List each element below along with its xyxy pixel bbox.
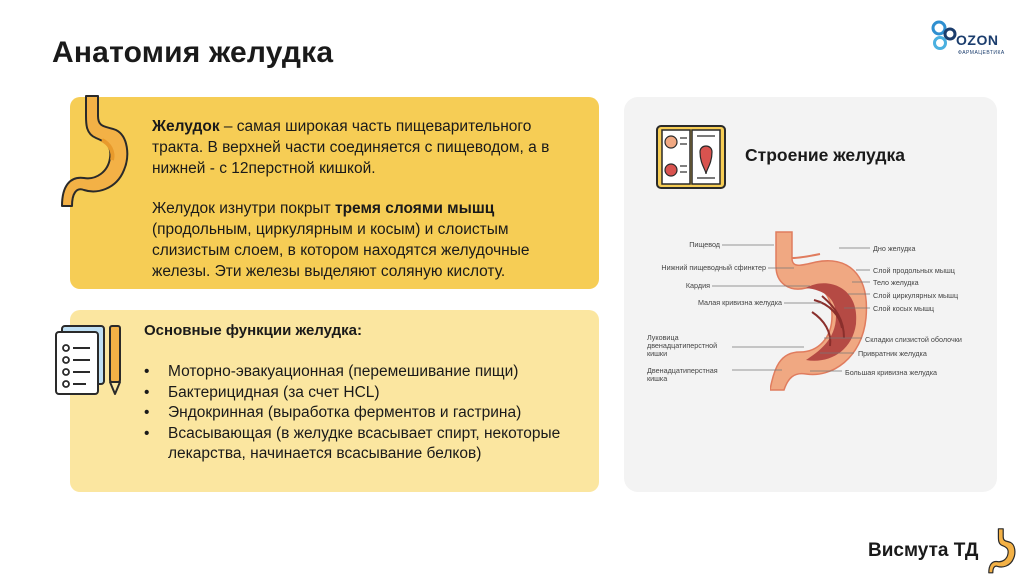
label-oblique-layer: Слой косых мышц bbox=[873, 304, 935, 313]
functions-list bbox=[144, 362, 584, 465]
anatomy-book-icon bbox=[655, 122, 727, 192]
label-cardia: Кардия bbox=[685, 281, 710, 290]
label-lower-sphincter: Нижний пищеводный сфинктер bbox=[661, 263, 766, 272]
logo-text: OZON bbox=[956, 32, 999, 48]
label-fundus: Дно желудка bbox=[873, 244, 916, 253]
checklist-icon bbox=[52, 320, 132, 400]
label-longitudinal-layer: Слой продольных мышц bbox=[873, 266, 955, 275]
brand-stomach-icon bbox=[984, 528, 1020, 576]
brand-name: Висмута ТД bbox=[868, 540, 979, 561]
functions-title: Основные функции желудка: bbox=[144, 322, 362, 339]
label-stomach-body: Тело желудка bbox=[873, 278, 919, 287]
structure-title: Строение желудка bbox=[745, 145, 905, 165]
label-mucosal-folds: Складки слизистой оболочки bbox=[865, 335, 962, 344]
label-circular-layer: Слой циркулярных мышц bbox=[873, 291, 959, 300]
page-title: Анатомия желудка bbox=[52, 36, 334, 69]
list-item: • Эндокринная (выработка ферментов и гастрина) bbox=[144, 403, 584, 424]
label-duodenum: Двенадцатиперстная кишка bbox=[647, 366, 718, 383]
label-greater-curvature: Большая кривизна желудка bbox=[845, 368, 938, 377]
label-pylorus: Привратник желудка bbox=[858, 349, 927, 358]
label-lesser-curvature: Малая кривизна желудка bbox=[697, 298, 782, 307]
list-item: • Бактерицидная (за счет HCL) bbox=[144, 383, 584, 404]
label-duodenal-bulb: Луковица двенадцатиперстной кишки bbox=[647, 333, 718, 358]
label-leader-lines bbox=[624, 230, 997, 410]
label-esophagus: Пищевод bbox=[689, 240, 720, 249]
stomach-icon bbox=[60, 94, 130, 214]
list-item: • Моторно-эвакуационная (перемешивание пищи) bbox=[144, 362, 584, 383]
list-item: • Всасывающая (в желудке всасывает спирт, некоторые лекарства, начинается всасывание белков) bbox=[144, 424, 584, 465]
intro-paragraph-2: Желудок изнутри покрыт тремя слоями мышц (продольным, циркулярным и косым) и слоистым слизистым слоем, в котором находятся желудочные железы. Эти железы выделяют соляную кислоту. bbox=[152, 200, 530, 280]
intro-paragraph-1: Желудок – самая широкая часть пищеварительного тракта. В верхней части соединяется с пищеводом, а в нижней - с 12перстной кишкой. bbox=[152, 118, 550, 177]
logo-subtitle: ФАРМАЦЕВТИКА bbox=[958, 50, 1005, 56]
ozon-logo bbox=[930, 20, 1010, 62]
